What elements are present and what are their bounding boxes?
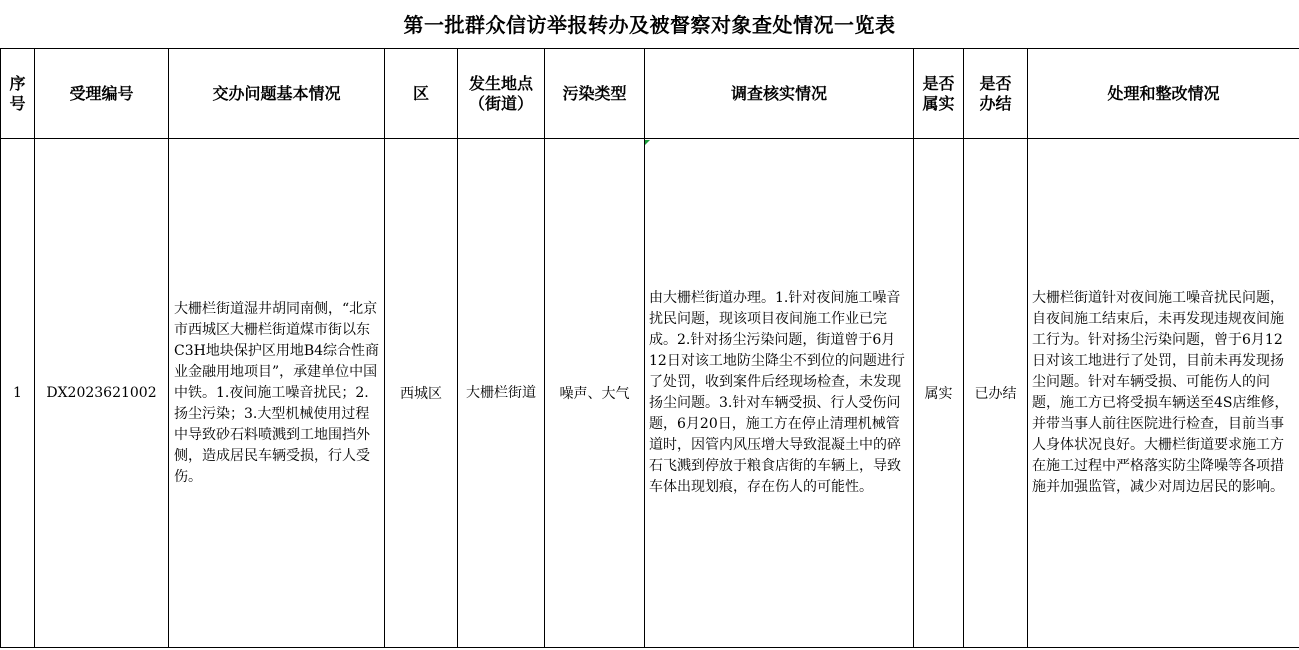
col-header-handling: 处理和整改情况 xyxy=(1028,49,1299,139)
cell-pollution-type: 噪声、大气 xyxy=(545,139,645,648)
col-header-pollution-type: 污染类型 xyxy=(545,49,645,139)
comment-marker xyxy=(645,140,650,145)
cell-summary: 大栅栏街道湿井胡同南侧，“北京市西城区大栅栏街道煤市街以东C3H地块保护区用地B4综合性商业金融用地项目”，承建单位中国中铁。1.夜间施工噪音扰民；2.扬尘污染；3.大型机械使用过程中导致砂石料喷溅到工地围挡外侧，造成居民车辆受损，行人受伤。 xyxy=(169,139,385,648)
cell-handling: 大栅栏街道针对夜间施工噪音扰民问题，自夜间施工结束后，未再发现违规夜间施工行为。针对扬尘污染问题，曾于6月12日对该工地进行了处罚，目前未再发现扬尘问题。针对车辆受损、可能伤人的问题，施工方已将受损车辆送至4S店维修，并带当事人前往医院进行检查，目前当事人身体状况良好。大栅栏街道要求施工方在施工过程中严格落实防尘降噪等各项措施并加强监管，减少对周边居民的影响。 xyxy=(1028,139,1299,648)
cell-location: 大栅栏街道 xyxy=(458,139,545,648)
table-row xyxy=(1,139,1299,648)
col-header-location: 发生地点（街道） xyxy=(458,49,545,139)
cell-index: 1 xyxy=(1,139,35,648)
col-header-summary: 交办问题基本情况 xyxy=(169,49,385,139)
cell-investigation: 由大栅栏街道办理。1.针对夜间施工噪音扰民问题，现该项目夜间施工作业已完成。2.针对扬尘污染问题，街道曾于6月12日对该工地防尘降尘不到位的问题进行了处罚，收到案件后经现场检查，未发现扬尘问题。3.针对车辆受损、行人受伤问题，6月20日，施工方在停止清理机械管道时，因管内风压增大导致混凝土中的碎石飞溅到停放于粮食店街的车辆上，导致车体出现划痕，存在伤人的可能性。 xyxy=(645,139,914,648)
col-header-is-true: 是否属实 xyxy=(914,49,964,139)
cell-is-true: 属实 xyxy=(914,139,964,648)
cell-case-number: DX2023621002 xyxy=(35,139,169,648)
cell-district: 西城区 xyxy=(385,139,458,648)
col-header-case-number: 受理编号 xyxy=(35,49,169,139)
header-row xyxy=(1,49,1299,139)
col-header-index: 序号 xyxy=(1,49,35,139)
page-title: 第一批群众信访举报转办及被督察对象查处情况一览表 xyxy=(403,13,896,37)
case-table xyxy=(0,48,1299,648)
col-header-is-closed: 是否办结 xyxy=(964,49,1028,139)
cell-is-closed: 已办结 xyxy=(964,139,1028,648)
col-header-district: 区 xyxy=(385,49,458,139)
col-header-investigation: 调查核实情况 xyxy=(645,49,914,139)
